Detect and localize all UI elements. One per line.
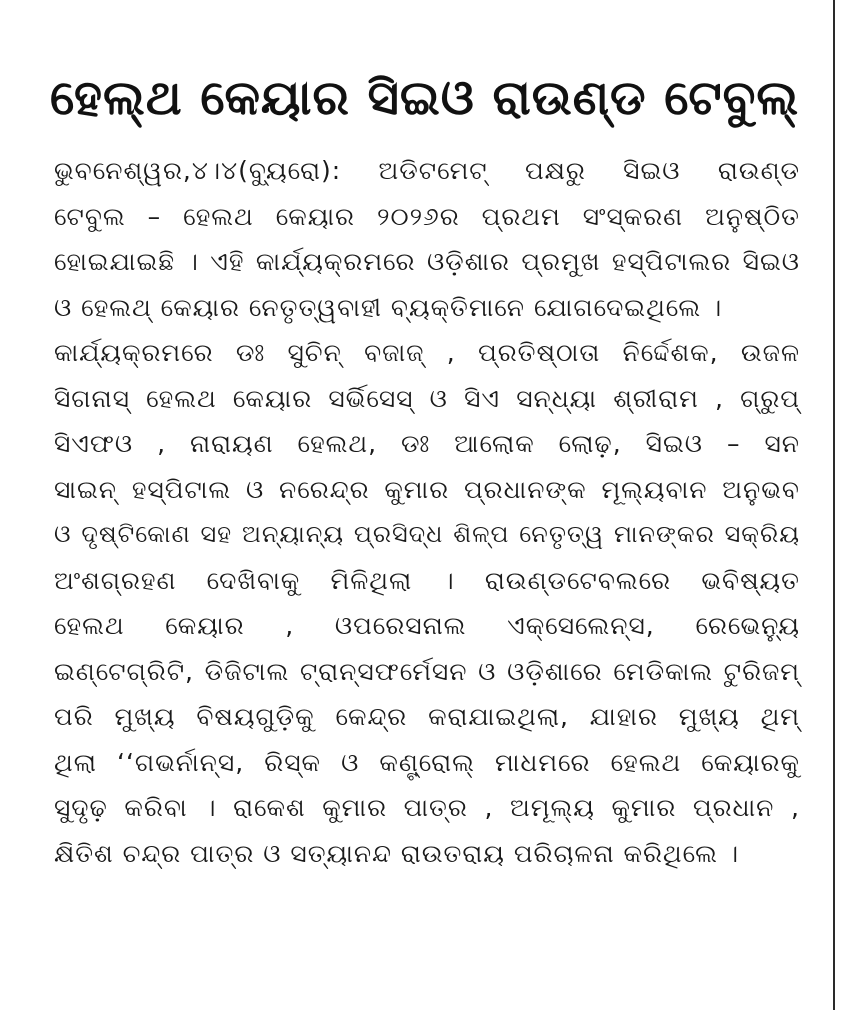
article-line: ଥିଲା ‘‘ଗଭର୍ନାନ୍ସ, ରିସ୍କ ଓ କଣ୍ଟ୍ରୋଲ୍ ମାଧମରେ ହେଲଥ କେୟାରକୁ — [54, 747, 800, 777]
article-line: ଓ ହେଲଥ୍ କେୟାର ନେତୃତ୍ୱବାହୀ ବ୍ୟକ୍ତିମାନେ ଯୋଗଦେଇଥିଲେ । — [54, 292, 723, 322]
article-line: ସିଗନାସ୍ ହେଲଥ କେୟାର ସର୍ଭିସେସ୍ ଓ ସିଏ ସନ୍ଧ୍ୟା ଶ୍ରୀରାମ , ଗ୍ରୁପ୍ — [54, 383, 800, 413]
article-line: ଓ ଦୃଷ୍ଟିକୋଣ ସହ ଅନ୍ୟାନ୍ୟ ପ୍ରସିଦ୍ଧ ଶିଳ୍ପ ନେତୃତ୍ୱ ମାନଙ୍କର ସକ୍ରିୟ — [54, 520, 800, 548]
article-line: ଭୁବନେଶ୍ୱର,୪।୪(ବ୍ୟୁରୋ): ଅଡିଟମେଟ୍ ପକ୍ଷରୁ ସିଇଓ ରାଉଣ୍ଡ — [54, 156, 800, 185]
article-line: ହୋଇଯାଇଛି । ଏହି କାର୍ଯ୍ୟକ୍ରମରେ ଓଡ଼ିଶାର ପ୍ରମୁଖ ହସ୍ପିଟାଲର ସିଇଓ — [54, 247, 800, 276]
article-headline: ହେଲ୍ଥ କେୟାର ସିଇଓ ରାଉଣ୍ଡ ଟେବୁଲ୍ — [50, 70, 800, 126]
article-line: ସୁଦୃଢ଼ କରିବା । ରାକେଶ କୁମାର ପାତ୍ର , ଅମୂଲ୍ୟ କୁମାର ପ୍ରଧାନ , — [54, 793, 800, 822]
article-line: ପରି ମୁଖ୍ୟ ବିଷୟଗୁଡ଼ିକୁ କେନ୍ଦ୍ର କରାଯାଇଥିଲା, ଯାହାର ମୁଖ୍ୟ ଥିମ୍ — [54, 702, 800, 731]
article-line: ସାଇନ୍ ହସ୍ପିଟାଲ ଓ ନରେନ୍ଦ୍ର କୁମାର ପ୍ରଧାନଙ୍କ ମୂଲ୍ୟବାନ ଅନୁଭବ — [54, 474, 800, 504]
article-line: ଟେବୁଲ – ହେଲଥ କେୟାର ୨୦୨୬ର ପ୍ରଥମ ସଂସ୍କରଣ ଅନୁଷ୍ଠିତ — [54, 201, 800, 231]
article-line: ଇଣ୍ଟେଗ୍ରିଟି, ଡିଜିଟାଲ ଟ୍ରାନ୍ସଫର୍ମେସନ ଓ ଓଡ଼ିଶାରେ ମେଡିକାଲ ଟୁରିଜମ୍ — [54, 656, 800, 686]
column-rule — [833, 0, 835, 1010]
article-body — [54, 148, 800, 876]
article-line: ଅଂଶଗ୍ରହଣ ଦେଖିବାକୁ ମିଳିଥିଲା । ରାଉଣ୍ଡଟେବଲରେ ଭବିଷ୍ୟତ — [54, 565, 800, 595]
article-line: କାର୍ଯ୍ୟକ୍ରମରେ ଡଃ ସୁଚିନ୍ ବଜାଜ୍ , ପ୍ରତିଷ୍ଠାତା ନିର୍ଦ୍ଦେଶକ, ଉଜଳ — [54, 338, 800, 367]
article-line: କ୍ଷିତିଶ ଚନ୍ଦ୍ର ପାତ୍ର ଓ ସତ୍ୟାନନ୍ଦ ରାଉତରାୟ ପରିଚାଳନା କରିଥିଲେ । — [54, 838, 740, 868]
article-line: ହେଲଥ କେୟାର , ଓପରେସନାଲ ଏକ୍ସେଲେନ୍ସ, ରେଭେନ୍ୟୁ — [54, 611, 800, 640]
article-line: ସିଏଫଓ , ନାରାୟଣ ହେଲଥ, ଡଃ ଆଲୋକ ଲୋଢ଼, ସିଇଓ – ସନ — [54, 429, 800, 458]
